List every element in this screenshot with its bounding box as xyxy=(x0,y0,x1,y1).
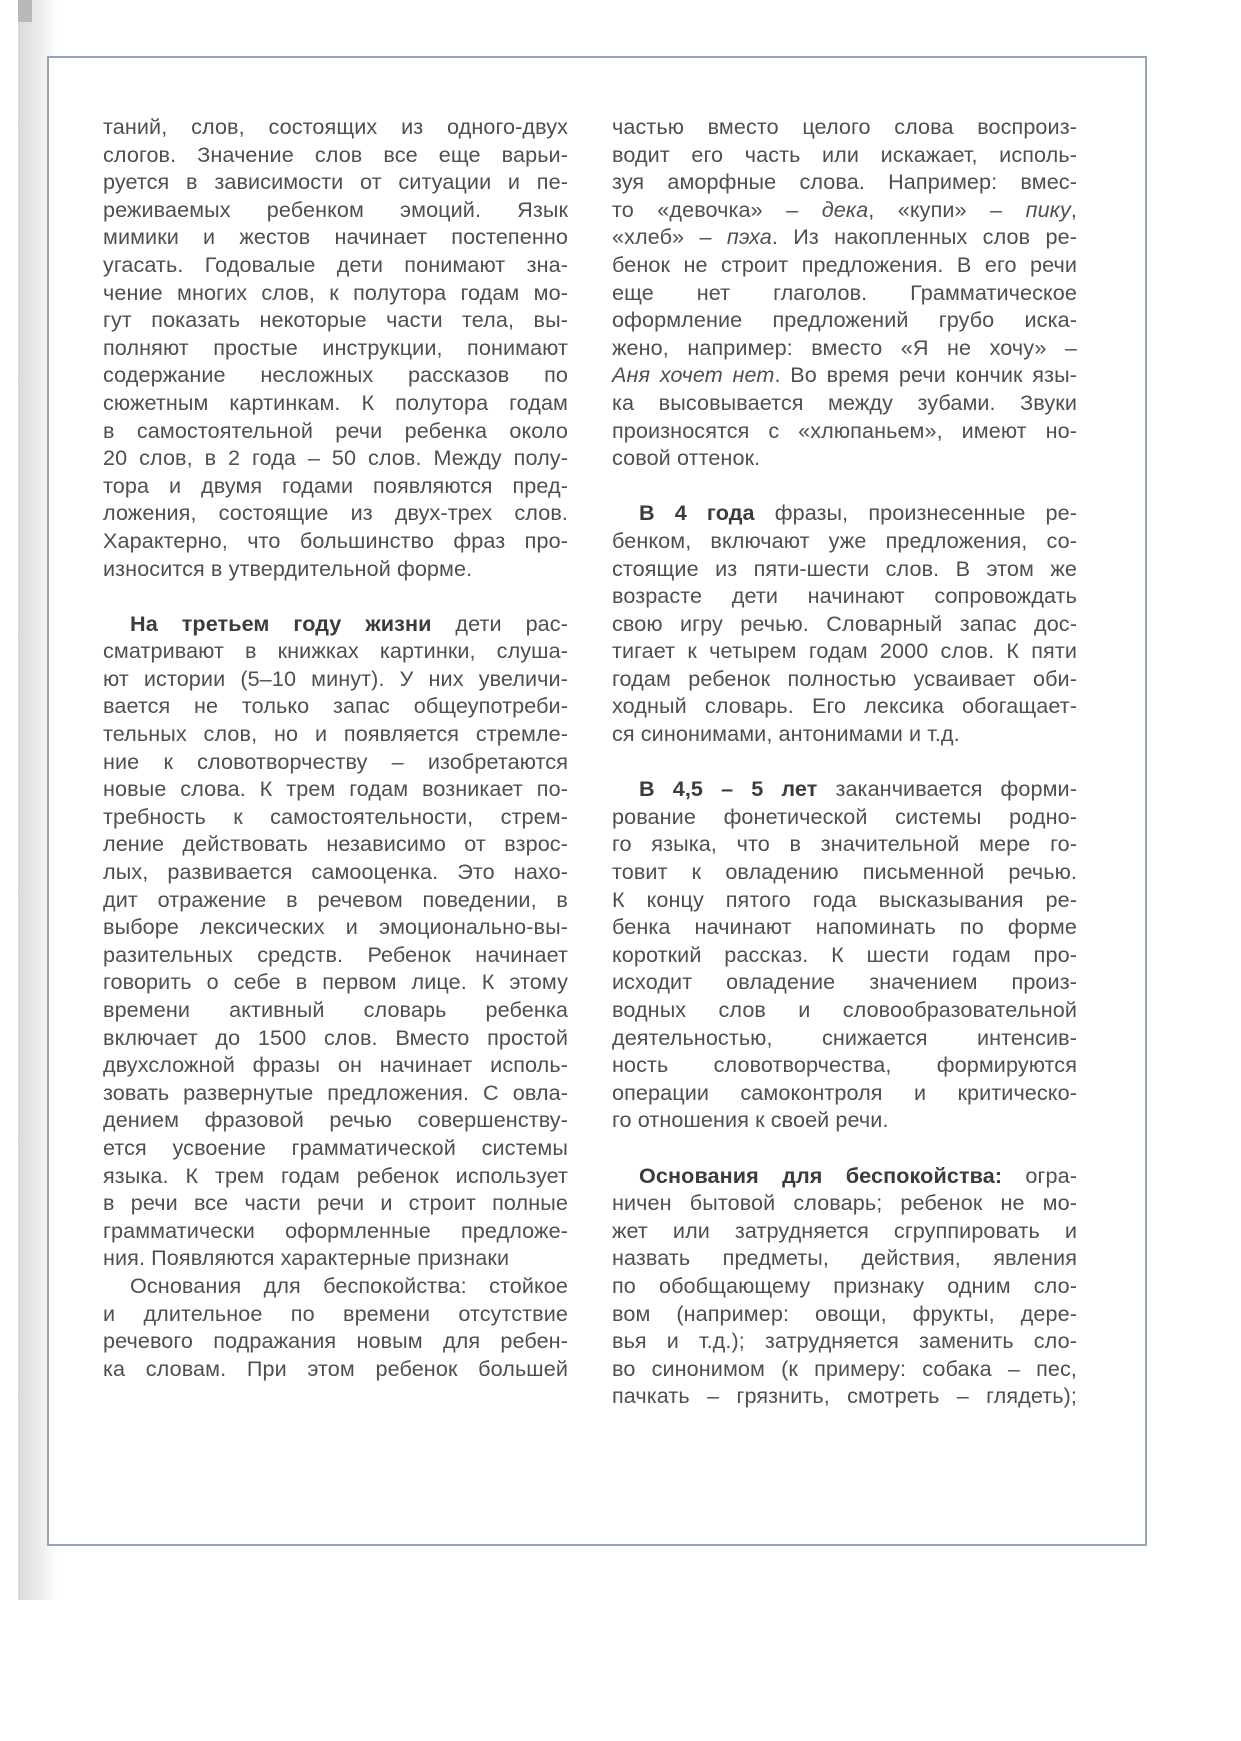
text-line xyxy=(612,223,1077,251)
text-line: выборе лексических и эмоционально-вы- xyxy=(103,914,568,940)
text-line: говорить о себе в первом лице. К этому xyxy=(103,969,568,995)
text-line: вается не только запас общеупотреби- xyxy=(103,693,568,719)
text-line: жено, например: вместо «Я не хочу» – xyxy=(612,334,1077,360)
text-line: сюжетным картинкам. К полутора годам xyxy=(103,389,568,415)
text-line: ходный словарь. Его лексика обогащает- xyxy=(612,693,1077,719)
example-phrase: Аня хочет нет xyxy=(612,362,775,388)
text-line: 20 слов, в 2 года – 50 слов. Между полу- xyxy=(103,445,568,471)
text-line: чение многих слов, к полутора годам мо- xyxy=(103,279,568,305)
example-word: пэха xyxy=(726,224,772,250)
text-span: дети рас- xyxy=(431,610,568,636)
text-line: новые слова. К трем годам возникает по- xyxy=(103,776,568,802)
text-line: мимики и жестов начинает постепенно xyxy=(103,224,568,250)
text-line: зовать развернутые предложения. С овла- xyxy=(103,1079,568,1105)
text-span: . Во время речи кончик язы- xyxy=(774,362,1077,388)
text-line: го отношения к своей речи. xyxy=(612,1107,889,1133)
text-line: исходит овладение значением произ- xyxy=(612,969,1077,995)
text-line: дением фразовой речью совершенству- xyxy=(103,1107,568,1133)
paragraph-toddler-speech-continued xyxy=(612,113,1077,472)
text-span: , «купи» – xyxy=(868,196,1026,222)
text-line: назвать предметы, действия, явления xyxy=(612,1245,1077,1271)
text-line: стоящие из пяти-шести слов. В этом же xyxy=(612,555,1077,581)
left-column xyxy=(103,113,568,1382)
paragraph-first-year-continued xyxy=(103,113,568,582)
paragraph-four-five-years xyxy=(612,775,1077,1134)
text-line: го языка, что в значительной мере го- xyxy=(612,831,1077,857)
text-line: и длительное по времени отсутствие xyxy=(103,1300,568,1326)
text-line: ничен бытовой словарь; ребенок не мо- xyxy=(612,1190,1077,1216)
text-line: годам ребенок полностью усваивает оби- xyxy=(612,665,1077,691)
text-line: Характерно, что большинство фраз про- xyxy=(103,527,568,553)
text-line: двухсложной фразы он начинает исполь- xyxy=(103,1052,568,1078)
text-line: таний, слов, состоящих из одного-двух xyxy=(103,114,568,139)
text-line: жет или затрудняется сгруппировать и xyxy=(612,1217,1077,1243)
paragraph-concern-grounds-toddler xyxy=(103,1272,568,1382)
text-line: включает до 1500 слов. Вместо простой xyxy=(103,1024,568,1050)
text-line: ление действовать независимо от взрос- xyxy=(103,831,568,857)
text-line: тельных слов, но и появляется стремле- xyxy=(103,721,568,747)
text-line: короткий рассказ. К шести годам про- xyxy=(612,941,1077,967)
scan-corner-mark xyxy=(18,0,32,22)
section-heading-concern-grounds: Основания для беспокойства: xyxy=(639,1162,1003,1188)
text-line: лых, развивается самооценка. Это нахо- xyxy=(103,859,568,885)
text-span: . Из накопленных слов ре- xyxy=(771,224,1077,250)
text-line: угасать. Годовалые дети понимают зна- xyxy=(103,251,568,277)
text-line: по обобщающему признаку одним сло- xyxy=(612,1272,1077,1298)
text-line: слогов. Значение слов все еще варьи- xyxy=(103,141,568,167)
text-line: языка. К трем годам ребенок использует xyxy=(103,1162,568,1188)
text-line: произносятся с «хлюпаньем», имеют но- xyxy=(612,417,1077,443)
text-line: свою игру речью. Словарный запас дос- xyxy=(612,610,1077,636)
text-line: времени активный словарь ребенка xyxy=(103,997,568,1022)
text-line xyxy=(612,775,1077,803)
text-line: К концу пятого года высказывания ре- xyxy=(612,886,1077,912)
text-line: в самостоятельной речи ребенка около xyxy=(103,417,568,443)
text-line: ность словотворчества, формируются xyxy=(612,1052,1077,1078)
section-heading-third-year: На третьем году жизни xyxy=(130,610,432,636)
text-line: во синонимом (к примеру: собака – пес, xyxy=(612,1355,1077,1381)
text-line: зуя аморфные слова. Например: вмес- xyxy=(612,169,1077,195)
text-line xyxy=(103,610,568,638)
text-line: сматривают в книжках картинки, слуша- xyxy=(103,638,568,664)
text-line: полняют простые инструкции, понимают xyxy=(103,334,568,360)
text-span: фразы, произнесенные ре- xyxy=(754,500,1078,526)
text-line: износится в утвердительной форме. xyxy=(103,555,473,581)
text-line: возрасте дети начинают сопровождать xyxy=(612,583,1077,609)
text-line: ся синонимами, антонимами и т.д. xyxy=(612,721,960,747)
text-line: ют истории (5–10 минут). У них увеличи- xyxy=(103,665,568,691)
section-heading-four-years: В 4 года xyxy=(639,500,755,526)
text-line: рование фонетической системы родно- xyxy=(612,803,1077,829)
text-line: совой оттенок. xyxy=(612,445,761,471)
text-line: ложения, состоящие из двух-трех слов. xyxy=(103,500,568,526)
text-line: тора и двумя годами появляются пред- xyxy=(103,472,568,498)
text-line xyxy=(612,196,1077,224)
text-line: пачкать – грязнить, смотреть – глядеть); xyxy=(612,1383,1077,1409)
text-line: ка высовывается между зубами. Звуки xyxy=(612,389,1077,415)
example-word: пику xyxy=(1025,196,1071,222)
text-span: огра- xyxy=(1002,1162,1078,1188)
text-line: оформление предложений грубо иска- xyxy=(612,307,1077,333)
text-line: ка словам. При этом ребенок большей xyxy=(103,1355,568,1381)
text-line: гут показать некоторые части тела, вы- xyxy=(103,307,568,333)
text-line: ния. Появляются характерные признаки xyxy=(103,1245,510,1271)
text-line: содержание несложных рассказов по xyxy=(103,362,568,388)
text-line: разительных средств. Ребенок начинает xyxy=(103,941,568,967)
paragraph-third-year xyxy=(103,610,568,1272)
text-line: в речи все части речи и строит полные xyxy=(103,1190,568,1216)
text-line: вом (например: овощи, фрукты, дере- xyxy=(612,1300,1077,1326)
text-line: водных слов и словообразовательной xyxy=(612,997,1077,1022)
paragraph-four-years xyxy=(612,499,1077,747)
text-line: еще нет глаголов. Грамматическое xyxy=(612,279,1077,305)
text-line: частью вместо целого слова воспроиз- xyxy=(612,114,1077,139)
section-heading-four-five-years: В 4,5 – 5 лет xyxy=(639,776,818,802)
text-line: Основания для беспокойства: стойкое xyxy=(130,1272,568,1298)
text-line: грамматически оформленные предложе- xyxy=(103,1217,568,1243)
right-column xyxy=(612,113,1077,1410)
text-line: деятельностью, снижается интенсив- xyxy=(612,1024,1077,1050)
text-line: дит отражение в речевом поведении, в xyxy=(103,886,568,912)
text-line: водит его часть или искажает, исполь- xyxy=(612,141,1077,167)
text-line xyxy=(612,1162,1077,1190)
text-line xyxy=(612,361,1077,389)
example-word: дека xyxy=(821,196,869,222)
text-line: бенка начинают напоминать по форме xyxy=(612,914,1077,940)
text-span: , xyxy=(1070,196,1077,222)
text-line: реживаемых ребенком эмоций. Язык xyxy=(103,196,568,222)
text-line xyxy=(612,499,1077,527)
text-line: бенком, включают уже предложения, со- xyxy=(612,527,1077,553)
text-line: ется усвоение грамматической системы xyxy=(103,1134,568,1160)
text-line: требность к самостоятельности, стрем- xyxy=(103,803,568,829)
text-span: заканчивается форми- xyxy=(817,776,1078,802)
text-line: бенок не строит предложения. В его речи xyxy=(612,251,1077,277)
text-line: операции самоконтроля и критическо- xyxy=(612,1079,1077,1105)
paragraph-concern-grounds-preschool xyxy=(612,1162,1077,1410)
text-line: ние к словотворчеству – изобретаются xyxy=(103,748,568,774)
text-line: тигает к четырем годам 2000 слов. К пяти xyxy=(612,638,1077,664)
text-span: то «девочка» – xyxy=(612,196,822,222)
text-line: товит к овладению письменной речью. xyxy=(612,859,1077,885)
text-line: вья и т.д.); затрудняется заменить сло- xyxy=(612,1328,1077,1354)
text-line: речевого подражания новым для ребен- xyxy=(103,1328,568,1354)
text-line: руется в зависимости от ситуации и пе- xyxy=(103,169,568,195)
text-span: «хлеб» – xyxy=(612,224,727,250)
